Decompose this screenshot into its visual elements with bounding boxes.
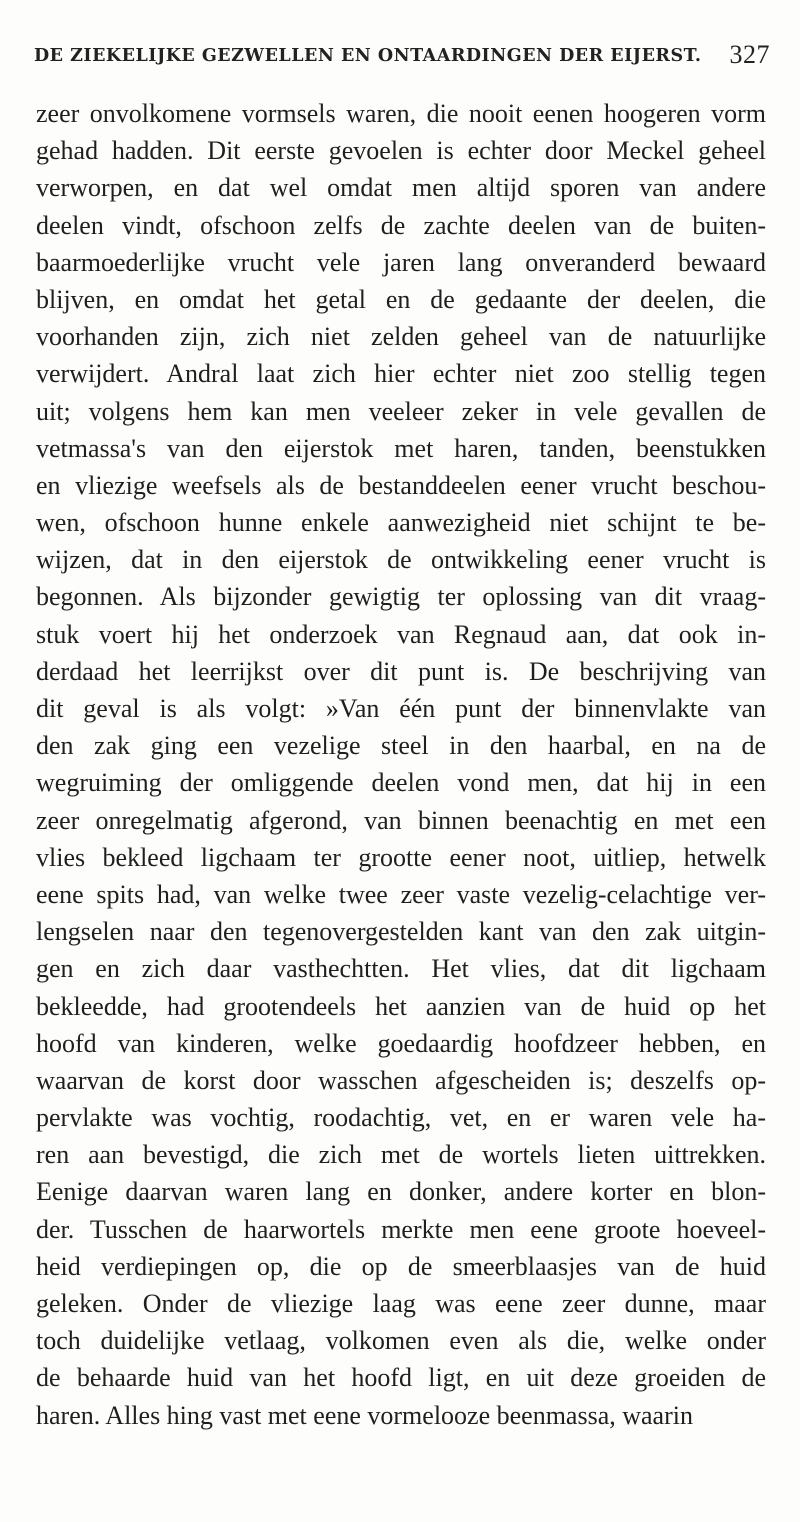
text-line: de behaarde huid van het hoofd ligt, en uit deze groeiden de: [36, 1363, 766, 1393]
page-number: 327: [729, 40, 770, 69]
text-line: toch duidelijke vetlaag, volkomen even als die, welke onder: [36, 1326, 766, 1356]
text-line: vlies bekleed ligchaam ter grootte eener noot, uitliep, hetwelk: [36, 842, 766, 872]
text-line: den zak ging een vezelige steel in den haarbal, en na de: [36, 731, 766, 761]
text-line: gehad hadden. Dit eerste gevoelen is echter door Meckel geheel: [36, 136, 766, 166]
text-line: wen, ofschoon hunne enkele aanwezigheid niet schijnt te be-: [36, 508, 766, 538]
text-line: bekleedde, had grootendeels het aanzien van de huid op het: [36, 991, 766, 1021]
text-line: zeer onregelmatig afgerond, van binnen beenachtig en met een: [36, 805, 766, 835]
text-line: verworpen, en dat wel omdat men altijd sporen van andere: [36, 173, 766, 203]
text-line: waarvan de korst door wasschen afgescheiden is; deszelfs op-: [36, 1065, 766, 1095]
text-line: begonnen. Als bijzonder gewigtig ter oplossing van dit vraag-: [36, 582, 766, 612]
text-line: verwijdert. Andral laat zich hier echter niet zoo stellig tegen: [36, 359, 766, 389]
text-line: vetmassa's van den eijerstok met haren, tanden, beenstukken: [36, 433, 766, 463]
text-line: wijzen, dat in den eijerstok de ontwikkeling eener vrucht is: [36, 545, 766, 575]
text-line: dit geval is als volgt: »Van één punt der binnenvlakte van: [36, 694, 766, 723]
text-line: pervlakte was vochtig, roodachtig, vet, en er waren vele ha-: [36, 1103, 766, 1133]
text-line: deelen vindt, ofschoon zelfs de zachte deelen van de buiten-: [36, 210, 766, 240]
text-line: derdaad het leerrijkst over dit punt is. De beschrijving van: [36, 656, 766, 686]
text-line: en vliezige weefsels als de bestanddeelen eener vrucht beschou-: [36, 470, 766, 500]
text-line: stuk voert hij het onderzoek van Regnaud aan, dat ook in-: [36, 619, 766, 649]
text-line: voorhanden zijn, zich niet zelden geheel van de natuurlijke: [36, 322, 766, 352]
text-line: ren aan bevestigd, die zich met de wortels lieten uittrekken.: [36, 1140, 766, 1170]
text-line: heid verdiepingen op, die op de smeerblaasjes van de huid: [36, 1251, 766, 1281]
text-line: haren. Alles hing vast met eene vormelooze beenmassa, waarin: [36, 1400, 693, 1430]
text-line: zeer onvolkomene vormsels waren, die nooit eenen hoogeren vorm: [36, 99, 766, 128]
body-text: [36, 95, 766, 1434]
text-line: hoofd van kinderen, welke goedaardig hoofdzeer hebben, en: [36, 1028, 766, 1058]
text-line: blijven, en omdat het getal en de gedaante der deelen, die: [36, 284, 766, 314]
text-line: Eenige daarvan waren lang en donker, andere korter en blon-: [36, 1177, 766, 1207]
chapter-title: DE ZIEKELIJKE GEZWELLEN EN ONTAARDINGEN DER EIJERST.: [34, 46, 702, 66]
text-line: der. Tusschen de haarwortels merkte men eene groote hoeveel-: [36, 1214, 766, 1244]
text-line: geleken. Onder de vliezige laag was eene zeer dunne, maar: [36, 1289, 766, 1318]
text-line: lengselen naar den tegenovergestelden kant van den zak uitgin-: [36, 917, 766, 947]
text-line: uit; volgens hem kan men veeleer zeker in vele gevallen de: [36, 396, 766, 426]
running-head: [34, 40, 770, 76]
text-line: gen en zich daar vasthechtten. Het vlies, dat dit ligchaam: [36, 954, 766, 984]
text-line: wegruiming der omliggende deelen vond men, dat hij in een: [36, 768, 766, 798]
text-line: baarmoederlijke vrucht vele jaren lang onveranderd bewaard: [36, 247, 766, 277]
text-line: eene spits had, van welke twee zeer vaste vezelig-celachtige ver-: [36, 879, 766, 909]
